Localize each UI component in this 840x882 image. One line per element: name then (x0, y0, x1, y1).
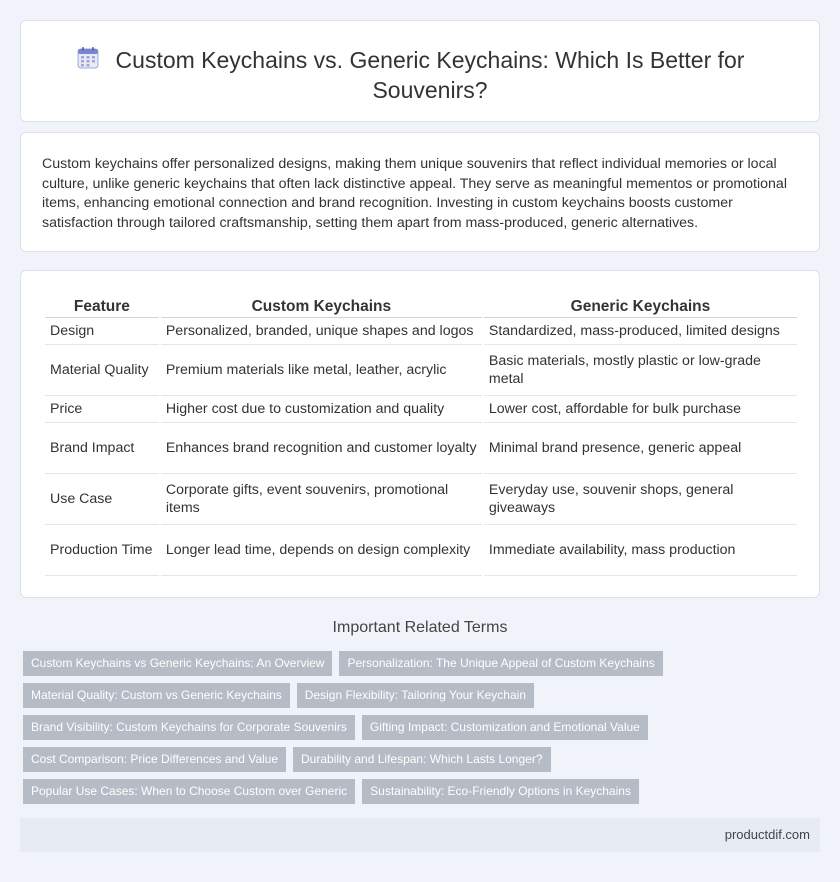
intro-paragraph: Custom keychains offer personalized designs, making them unique souvenirs that reflect individual memories or local culture, unlike generic keychains that often lack distinctive appeal. They serve as meaningful mementos or promotional items, enhancing emotional connection and brand recognition. Investing in custom keychains boosts customer satisfaction through tailored craftsmanship, setting them apart from mass-produced, generic alternatives. (42, 156, 787, 231)
table-row (45, 525, 797, 576)
footer (20, 818, 820, 852)
related-term-link[interactable]: Personalization: The Unique Appeal of Custom Keychains (339, 651, 662, 676)
comparison-card (20, 270, 820, 598)
related-term-link[interactable]: Material Quality: Custom vs Generic Keychains (23, 683, 290, 708)
generic-cell: Immediate availability, mass production (484, 525, 797, 576)
feature-cell: Material Quality (45, 345, 159, 396)
generic-cell: Lower cost, affordable for bulk purchase (484, 396, 797, 423)
feature-cell: Production Time (45, 525, 159, 576)
header-generic: Generic Keychains (484, 296, 797, 318)
table-row (45, 345, 797, 396)
table-row (45, 474, 797, 525)
table-row (45, 318, 797, 345)
generic-cell: Everyday use, souvenir shops, general giveaways (484, 474, 797, 525)
custom-cell: Personalized, branded, unique shapes and logos (161, 318, 482, 345)
generic-cell: Basic materials, mostly plastic or low-grade metal (484, 345, 797, 396)
generic-cell: Minimal brand presence, generic appeal (484, 423, 797, 474)
footer-site-name[interactable]: productdif.com (724, 827, 810, 842)
header-card (20, 20, 820, 122)
related-term-link[interactable]: Sustainability: Eco-Friendly Options in Keychains (362, 779, 639, 804)
custom-cell: Longer lead time, depends on design complexity (161, 525, 482, 576)
custom-cell: Enhances brand recognition and customer loyalty (161, 423, 482, 474)
custom-cell: Corporate gifts, event souvenirs, promotional items (161, 474, 482, 525)
generic-cell: Standardized, mass-produced, limited designs (484, 318, 797, 345)
related-term-link[interactable]: Popular Use Cases: When to Choose Custom over Generic (23, 779, 355, 804)
custom-cell: Premium materials like metal, leather, acrylic (161, 345, 482, 396)
custom-cell: Higher cost due to customization and quality (161, 396, 482, 423)
feature-cell: Use Case (45, 474, 159, 525)
related-term-link[interactable]: Durability and Lifespan: Which Lasts Longer? (293, 747, 550, 772)
header-custom: Custom Keychains (161, 296, 482, 318)
related-terms-list (23, 651, 813, 811)
page-title: Custom Keychains vs. Generic Keychains: Which Is Better for Souvenirs? (115, 47, 745, 103)
related-term-link[interactable]: Custom Keychains vs Generic Keychains: An Overview (23, 651, 332, 676)
table-row (45, 396, 797, 423)
related-term-link[interactable]: Gifting Impact: Customization and Emotional Value (362, 715, 648, 740)
table-header-row (45, 296, 797, 318)
feature-cell: Brand Impact (45, 423, 159, 474)
table-row (45, 423, 797, 474)
related-terms-title: Important Related Terms (332, 619, 508, 636)
header-feature: Feature (45, 296, 159, 318)
related-term-link[interactable]: Cost Comparison: Price Differences and Value (23, 747, 286, 772)
feature-cell: Design (45, 318, 159, 345)
intro-card (20, 132, 820, 252)
feature-cell: Price (45, 396, 159, 423)
related-term-link[interactable]: Brand Visibility: Custom Keychains for Corporate Souvenirs (23, 715, 355, 740)
related-term-link[interactable]: Design Flexibility: Tailoring Your Keychain (297, 683, 534, 708)
comparison-table (43, 296, 799, 576)
